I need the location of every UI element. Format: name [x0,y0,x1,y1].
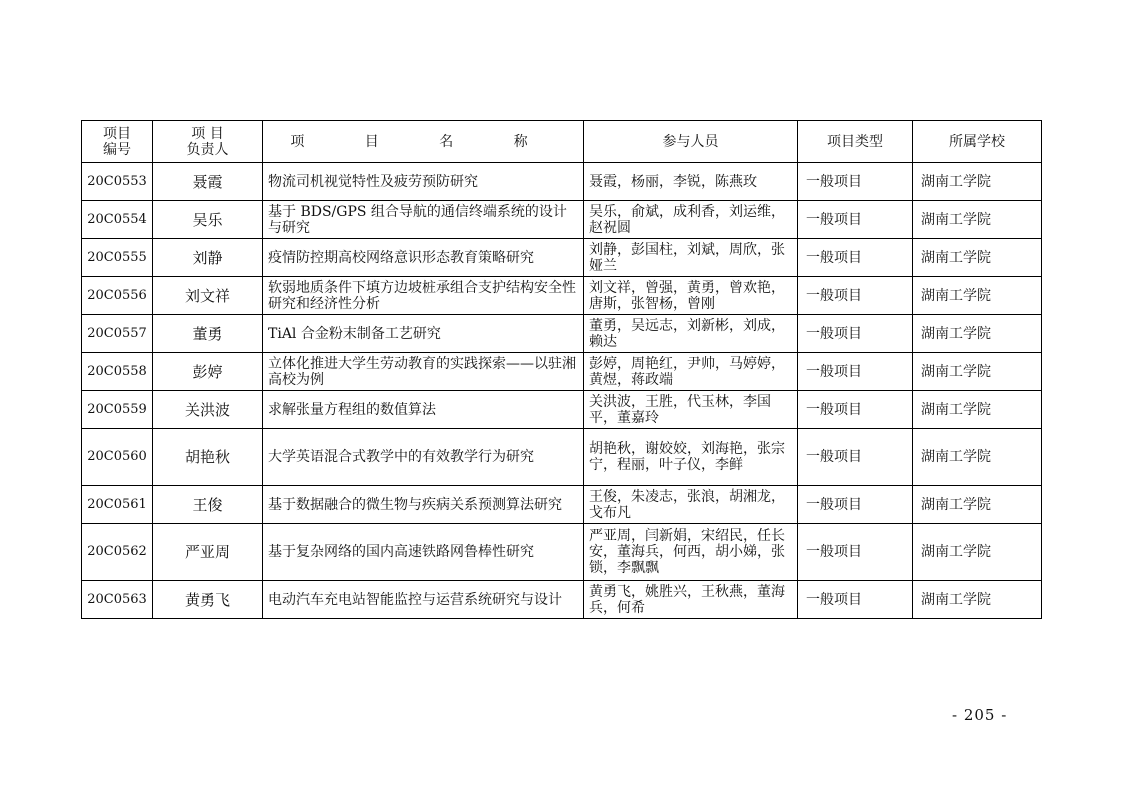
project-type-cell: 一般项目 [798,277,913,315]
header-project-id-line1: 项目 [103,125,131,142]
page-number: - 205 - [952,706,1008,724]
members-cell: 聂霞，杨丽，李锐，陈燕玫 [584,163,798,201]
school-cell: 湖南工学院 [913,391,1042,429]
project-name-cell: 基于数据融合的微生物与疾病关系预测算法研究 [263,486,584,524]
table-row [82,277,1042,315]
leader-cell: 吴乐 [153,201,263,239]
project-table [81,120,1042,619]
table-header-row [82,121,1042,163]
leader-cell: 董勇 [153,315,263,353]
table-row [82,391,1042,429]
members-cell: 董勇，吴远志，刘新彬，刘成，赖达 [584,315,798,353]
leader-cell: 刘静 [153,239,263,277]
school-cell: 湖南工学院 [913,163,1042,201]
header-project-type: 项目类型 [798,121,913,163]
school-cell: 湖南工学院 [913,277,1042,315]
project-id-cell: 20C0559 [82,391,153,429]
header-project-id [82,121,153,163]
project-name-cell: 软弱地质条件下填方边坡桩承组合支护结构安全性研究和经济性分析 [263,277,584,315]
school-cell: 湖南工学院 [913,581,1042,619]
header-members: 参与人员 [584,121,798,163]
school-cell: 湖南工学院 [913,239,1042,277]
table-row [82,353,1042,391]
project-id-cell: 20C0562 [82,524,153,581]
project-type-cell: 一般项目 [798,391,913,429]
project-type-cell: 一般项目 [798,315,913,353]
members-cell: 刘文祥，曾强，黄勇，曾欢艳，唐斯，张智杨，曾刚 [584,277,798,315]
table-row [82,429,1042,486]
table-row [82,486,1042,524]
members-cell: 关洪波，王胜，代玉林，李国平，董嘉玲 [584,391,798,429]
members-cell: 刘静，彭国柱，刘斌，周欣，张娅兰 [584,239,798,277]
project-name-cell: 物流司机视觉特性及疲劳预防研究 [263,163,584,201]
project-id-cell: 20C0560 [82,429,153,486]
project-type-cell: 一般项目 [798,353,913,391]
school-cell: 湖南工学院 [913,201,1042,239]
header-project-name-text: 项 目 名 称 [290,133,556,150]
school-cell: 湖南工学院 [913,486,1042,524]
leader-cell: 关洪波 [153,391,263,429]
leader-cell: 聂霞 [153,163,263,201]
leader-cell: 刘文祥 [153,277,263,315]
members-cell: 彭婷，周艳红，尹帅，马婷婷，黄煜，蒋政端 [584,353,798,391]
header-project-id-line2: 编号 [103,141,131,158]
header-leader-line1: 项 目 [191,125,224,142]
school-cell: 湖南工学院 [913,353,1042,391]
project-type-cell: 一般项目 [798,201,913,239]
header-leader-line2: 负责人 [186,141,229,158]
table-row [82,581,1042,619]
members-cell: 严亚周，闫新娟，宋绍民，任长安，董海兵，何西，胡小娣，张锁，李飘飘 [584,524,798,581]
project-type-cell: 一般项目 [798,429,913,486]
school-cell: 湖南工学院 [913,315,1042,353]
project-id-cell: 20C0556 [82,277,153,315]
project-type-cell: 一般项目 [798,239,913,277]
project-name-cell: 电动汽车充电站智能监控与运营系统研究与设计 [263,581,584,619]
project-name-cell: 求解张量方程组的数值算法 [263,391,584,429]
project-type-cell: 一般项目 [798,581,913,619]
project-id-cell: 20C0555 [82,239,153,277]
members-cell: 胡艳秋，谢姣姣，刘海艳，张宗宁，程丽，叶子仪，李鲜 [584,429,798,486]
project-id-cell: 20C0563 [82,581,153,619]
leader-cell: 彭婷 [153,353,263,391]
project-name-cell: TiAl 合金粉末制备工艺研究 [263,315,584,353]
leader-cell: 王俊 [153,486,263,524]
table-row [82,201,1042,239]
leader-cell: 严亚周 [153,524,263,581]
project-id-cell: 20C0557 [82,315,153,353]
project-name-cell: 立体化推进大学生劳动教育的实践探索——以驻湘高校为例 [263,353,584,391]
members-cell: 黄勇飞，姚胜兴，王秋燕，董海兵，何希 [584,581,798,619]
table-row [82,163,1042,201]
project-name-cell: 基于 BDS/GPS 组合导航的通信终端系统的设计与研究 [263,201,584,239]
project-type-cell: 一般项目 [798,524,913,581]
project-name-cell: 大学英语混合式教学中的有效教学行为研究 [263,429,584,486]
project-id-cell: 20C0561 [82,486,153,524]
header-leader [153,121,263,163]
project-name-cell: 疫情防控期高校网络意识形态教育策略研究 [263,239,584,277]
project-id-cell: 20C0558 [82,353,153,391]
project-id-cell: 20C0554 [82,201,153,239]
project-type-cell: 一般项目 [798,163,913,201]
leader-cell: 黄勇飞 [153,581,263,619]
project-name-cell: 基于复杂网络的国内高速铁路网鲁棒性研究 [263,524,584,581]
table-row [82,524,1042,581]
members-cell: 吴乐，俞斌，成利香，刘运维，赵祝圆 [584,201,798,239]
table-row [82,239,1042,277]
school-cell: 湖南工学院 [913,524,1042,581]
table-body [82,163,1042,619]
members-cell: 王俊，朱凌志，张浪，胡湘龙，戈布凡 [584,486,798,524]
project-type-cell: 一般项目 [798,486,913,524]
school-cell: 湖南工学院 [913,429,1042,486]
project-id-cell: 20C0553 [82,163,153,201]
table-row [82,315,1042,353]
header-project-name [263,121,584,163]
header-school: 所属学校 [913,121,1042,163]
leader-cell: 胡艳秋 [153,429,263,486]
